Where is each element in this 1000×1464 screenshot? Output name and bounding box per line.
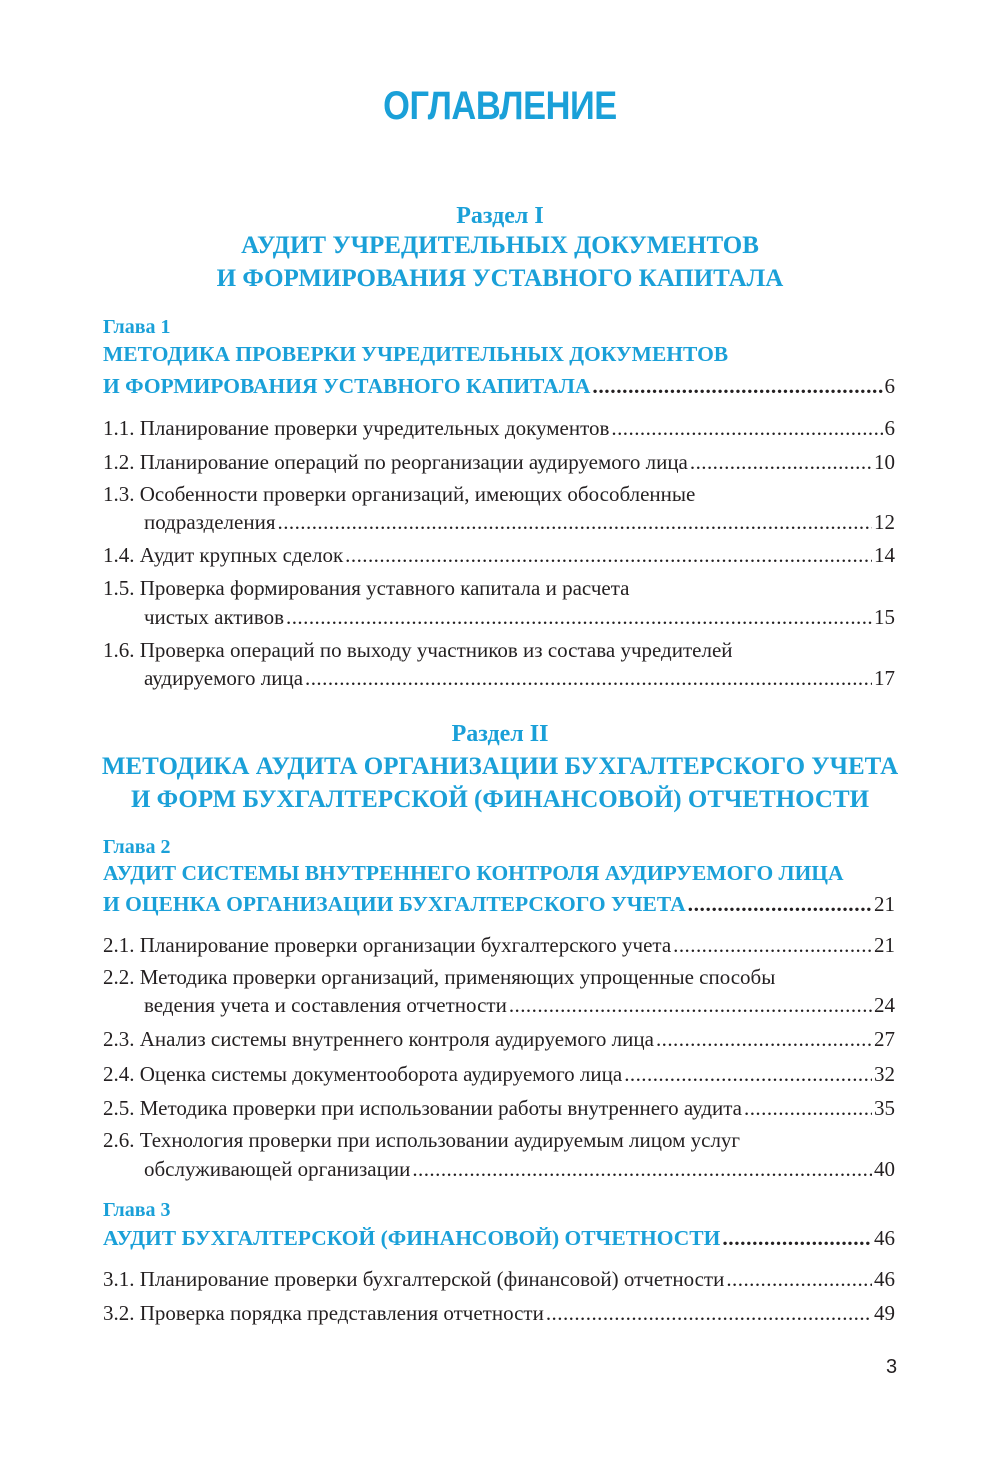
entry-title: 2.2. Методика проверки организаций, применяющих упрощенные способы — [103, 965, 776, 989]
dot-leader — [509, 991, 872, 1019]
page-ref: 27 — [874, 1027, 895, 1051]
entry-title: 3.2. Проверка порядка представления отчетности — [103, 1301, 544, 1325]
entry-title: 1.6. Проверка операций по выходу участников из состава учредителей — [103, 638, 733, 662]
section-title: И ФОРМ БУХГАЛТЕРСКОЙ (ФИНАНСОВОЙ) ОТЧЕТНОСТИ — [130, 786, 870, 813]
page-ref: 6 — [884, 374, 895, 398]
page-ref: 49 — [874, 1301, 895, 1325]
page-ref: 15 — [874, 605, 895, 629]
toc-entry[interactable] — [103, 448, 895, 476]
entry-title: 1.4. Аудит крупных сделок — [103, 543, 344, 567]
page-ref: 40 — [874, 1157, 895, 1181]
section-label: Раздел I — [456, 203, 544, 229]
dot-leader — [278, 508, 873, 536]
dot-leader — [345, 541, 872, 569]
dot-leader — [286, 603, 872, 631]
chapter-title: АУДИТ БУХГАЛТЕРСКОЙ (ФИНАНСОВОЙ) ОТЧЕТНОСТИ — [103, 1226, 721, 1250]
toc-entry[interactable] — [144, 991, 895, 1019]
entry-title-cont: подразделения — [144, 510, 276, 534]
page-ref: 24 — [874, 993, 895, 1017]
entry-title: 1.2. Планирование операций по реорганизации аудируемого лица — [103, 450, 688, 474]
dot-leader — [722, 1224, 872, 1252]
entry-title-cont: чистых активов — [144, 605, 285, 629]
page-ref: 46 — [874, 1226, 895, 1250]
toc-entry[interactable] — [103, 414, 895, 442]
page-ref: 35 — [874, 1096, 895, 1120]
entry-title: 2.1. Планирование проверки организации бухгалтерского учета — [103, 933, 672, 957]
entry-title-cont: ведения учета и составления отчетности — [144, 993, 507, 1017]
entry-title: 2.5. Методика проверки при использовании работы внутреннего аудита — [103, 1096, 743, 1120]
chapter-label: Глава 3 — [103, 1199, 171, 1221]
page-ref: 21 — [874, 933, 895, 957]
entry-title-cont: обслуживающей организации — [144, 1157, 411, 1181]
page-ref: 10 — [874, 450, 895, 474]
toc-entry[interactable] — [103, 1224, 895, 1252]
toc-entry[interactable] — [103, 1299, 895, 1327]
dot-leader — [726, 1265, 872, 1293]
entry-title: 3.1. Планирование проверки бухгалтерской (финансовой) отчетности — [103, 1267, 725, 1291]
chapter-label: Глава 2 — [103, 836, 171, 858]
toc-entry[interactable] — [103, 1060, 895, 1088]
dot-leader — [673, 931, 872, 959]
chapter-title: И ОЦЕНКА ОРГАНИЗАЦИИ БУХГАЛТЕРСКОГО УЧЕТА — [103, 892, 686, 916]
chapter-label: Глава 1 — [103, 316, 171, 338]
toc-entry[interactable] — [144, 664, 895, 692]
toc-entry[interactable] — [103, 541, 895, 569]
section-title: АУДИТ УЧРЕДИТЕЛЬНЫХ ДОКУМЕНТОВ — [241, 232, 759, 259]
section-title: МЕТОДИКА АУДИТА ОРГАНИЗАЦИИ БУХГАЛТЕРСКОГО УЧЕТА — [101, 753, 899, 780]
entry-title: 1.1. Планирование проверки учредительных документов — [103, 416, 610, 440]
entry-title: 2.6. Технология проверки при использовании аудируемым лицом услуг — [103, 1128, 741, 1152]
toc-entry[interactable] — [144, 1155, 895, 1183]
entry-title-cont: аудируемого лица — [144, 666, 304, 690]
page-ref: 32 — [874, 1062, 895, 1086]
dot-leader — [656, 1025, 872, 1053]
dot-leader — [546, 1299, 872, 1327]
section-label: Раздел II — [451, 721, 549, 747]
dot-leader — [305, 664, 872, 692]
toc-entry[interactable] — [103, 931, 895, 959]
entry-title: 2.3. Анализ системы внутреннего контроля аудируемого лица — [103, 1027, 654, 1051]
toc-entry[interactable] — [144, 508, 895, 536]
toc-entry[interactable] — [103, 372, 895, 400]
page-ref: 21 — [874, 892, 895, 916]
page-title: ОГЛАВЛЕНИЕ — [383, 84, 617, 128]
toc-entry[interactable] — [144, 603, 895, 631]
dot-leader — [690, 448, 872, 476]
toc-entry[interactable] — [103, 1265, 895, 1293]
page-ref: 14 — [874, 543, 895, 567]
dot-leader — [611, 414, 882, 442]
entry-title: 1.5. Проверка формирования уставного капитала и расчета — [103, 576, 630, 600]
toc-entry[interactable] — [103, 890, 895, 918]
dot-leader — [624, 1060, 872, 1088]
toc-entry[interactable] — [103, 1025, 895, 1053]
dot-leader — [688, 890, 872, 918]
page-ref: 6 — [884, 416, 895, 440]
toc-entry[interactable] — [103, 1094, 895, 1122]
chapter-title: МЕТОДИКА ПРОВЕРКИ УЧРЕДИТЕЛЬНЫХ ДОКУМЕНТОВ — [103, 342, 729, 366]
entry-title: 2.4. Оценка системы документооборота аудируемого лица — [103, 1062, 623, 1086]
dot-leader — [592, 372, 882, 400]
page-number: 3 — [886, 1356, 898, 1378]
entry-title: 1.3. Особенности проверки организаций, имеющих обособленные — [103, 482, 696, 506]
section-title: И ФОРМИРОВАНИЯ УСТАВНОГО КАПИТАЛА — [216, 265, 784, 292]
dot-leader — [744, 1094, 872, 1122]
page-ref: 46 — [874, 1267, 895, 1291]
chapter-title: АУДИТ СИСТЕМЫ ВНУТРЕННЕГО КОНТРОЛЯ АУДИРУЕМОГО ЛИЦА — [103, 861, 844, 885]
dot-leader — [412, 1155, 872, 1183]
page-ref: 17 — [874, 666, 895, 690]
chapter-title: И ФОРМИРОВАНИЯ УСТАВНОГО КАПИТАЛА — [103, 374, 591, 398]
page-ref: 12 — [874, 510, 895, 534]
